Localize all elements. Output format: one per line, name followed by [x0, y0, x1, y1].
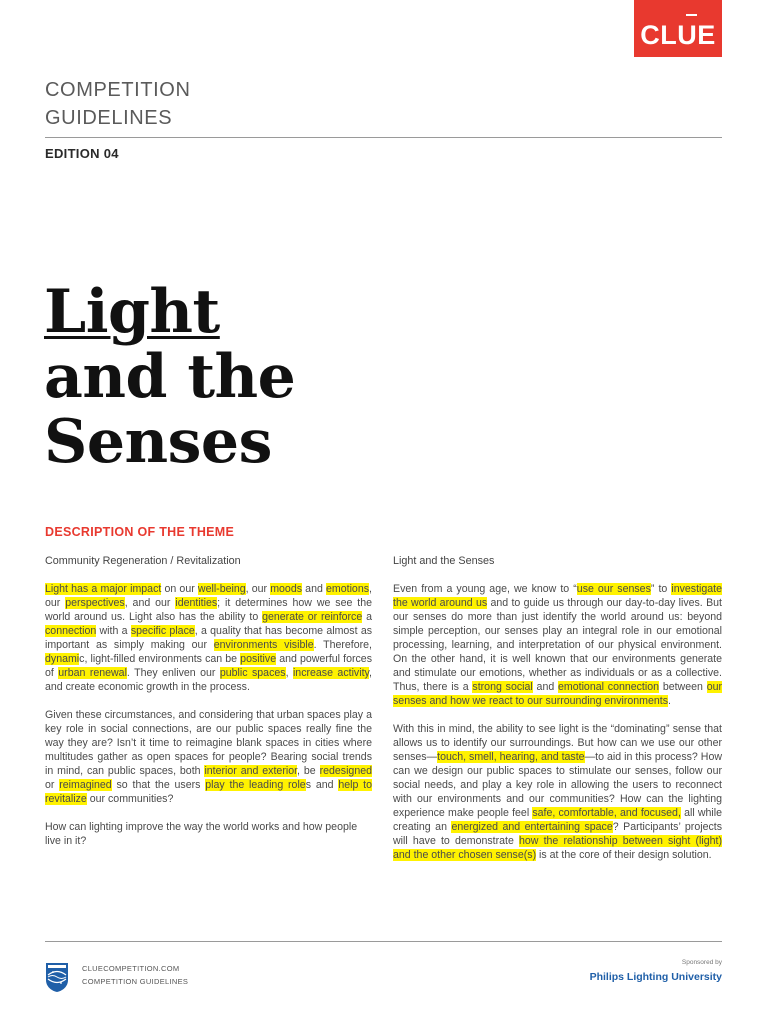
body-text: and powerful forces of: [45, 653, 372, 679]
right-paragraph-2: [393, 722, 722, 862]
title-line-3: Senses: [44, 407, 272, 477]
body-text: ? Participants’ projects will have to demonstrate: [393, 821, 723, 847]
body-text: and: [532, 681, 559, 693]
highlighted-text: use our senses: [576, 583, 651, 595]
footer-website: CLUECOMPETITION.COM: [82, 964, 180, 973]
highlighted-text: Light has a major impact: [45, 583, 162, 595]
highlighted-text: redesigned: [319, 765, 372, 777]
body-text: all while creating an: [393, 807, 722, 833]
section-heading: DESCRIPTION OF THE THEME: [45, 525, 235, 539]
body-text: ; it determines how we see the world around us. Light also has the ability to: [45, 597, 372, 623]
highlighted-text: dynami: [45, 653, 80, 665]
body-text: and to guide us through our day-to-day lives. But our senses do more than just identify the world around us: beyond simple perception, our senses play an integral role in our emotional processing, learning, and interpretation of our physical environment. On the other hand, it is well known that our environments generate and stimulate our emotions, whether as individuals or as a collective. Thus, there is a: [393, 597, 722, 693]
left-paragraph-1: [45, 582, 372, 694]
highlighted-text: touch, smell, hearing, and taste: [437, 751, 585, 763]
highlighted-text: our senses and how we react to our surrounding environments: [393, 681, 722, 707]
highlighted-text: help to revitalize: [45, 779, 372, 805]
footer-info: [82, 962, 188, 988]
header-divider: [45, 137, 722, 138]
highlighted-text: urban renewal: [58, 667, 127, 679]
highlighted-text: specific place: [130, 625, 195, 637]
body-text: , be: [297, 765, 320, 777]
body-text: a: [362, 611, 372, 623]
sponsor-block: [590, 959, 722, 983]
body-text: , a quality that has become almost as important as simply making our: [45, 625, 373, 651]
body-text: . Therefore,: [313, 639, 373, 651]
highlighted-text: play the leading role: [205, 779, 306, 791]
right-column: [393, 554, 722, 876]
page-title: [44, 277, 444, 477]
highlighted-text: moods: [270, 583, 303, 595]
left-column: [45, 554, 372, 862]
title-line-1: Light: [44, 277, 220, 347]
highlighted-text: interior and exterior: [204, 765, 298, 777]
body-text: is at the core of their design solution.: [536, 849, 712, 861]
body-text: and: [302, 583, 327, 595]
body-text: s and: [305, 779, 339, 791]
body-text: —to aid in this process? How can we design our public spaces to stimulate our senses, follow our social needs, and play a key role in allowing the users to reconnect with our environments and our communities? How can the lighting experience make people feel: [393, 751, 722, 819]
left-subheading: Community Regeneration / Revitalization: [45, 555, 241, 567]
body-text: , our: [245, 583, 271, 595]
philips-shield-icon: [45, 962, 69, 993]
body-text: ,: [285, 667, 293, 679]
right-paragraph-1: [393, 582, 722, 708]
left-paragraph-2: [45, 708, 372, 806]
body-text: With this in mind, the ability to see light is the “dominating” sense that allows us to identify our surroundings. But how can we use our other senses—: [393, 723, 722, 763]
highlighted-text: identities: [175, 597, 218, 609]
body-text: between: [659, 681, 707, 693]
highlighted-text: emotions: [326, 583, 370, 595]
highlighted-text: reimagined: [59, 779, 112, 791]
highlighted-text: investigate the world around us: [393, 583, 723, 609]
body-text: ” to: [650, 583, 672, 595]
body-text: Even from a young age, we know to “: [393, 583, 577, 595]
edition-label: EDITION 04: [45, 146, 119, 161]
highlighted-text: public spaces: [219, 667, 286, 679]
clue-logo: [634, 0, 722, 57]
document-header: [45, 76, 345, 132]
logo-text: CLUE: [640, 20, 716, 50]
highlighted-text: strong social: [472, 681, 533, 693]
highlighted-text: connection: [45, 625, 97, 637]
title-line-2: and the: [44, 342, 296, 412]
body-text: c, light-filled environments can be: [79, 653, 241, 665]
body-text: How can lighting improve the way the world works and how people live in it?: [45, 821, 358, 847]
highlighted-text: environments visible: [213, 639, 314, 651]
body-text: or: [45, 779, 60, 791]
body-text: , and create economic growth in the process.: [45, 667, 372, 693]
body-text: , and our: [124, 597, 176, 609]
body-text: our communities?: [86, 793, 174, 805]
sponsor-name: Philips Lighting University: [589, 971, 722, 983]
footer-divider: [45, 941, 722, 942]
highlighted-text: energized and entertaining space: [451, 821, 613, 833]
highlighted-text: how the relationship between sight (light) and the other chosen sense(s): [393, 835, 722, 861]
header-title-line1: COMPETITION: [45, 79, 191, 101]
footer-doc-name: COMPETITION GUIDELINES: [82, 977, 189, 986]
body-text: , our: [45, 583, 372, 609]
right-subheading: Light and the Senses: [393, 555, 495, 567]
body-text: .: [668, 695, 671, 707]
highlighted-text: positive: [240, 653, 277, 665]
highlighted-text: generate or reinforce: [262, 611, 363, 623]
left-paragraph-3: [45, 820, 372, 848]
highlighted-text: increase activity: [292, 667, 370, 679]
body-text: so that the users: [111, 779, 206, 791]
body-text: on our: [161, 583, 198, 595]
highlighted-text: perspectives: [65, 597, 125, 609]
body-text: . They enliven our: [126, 667, 220, 679]
body-text: with a: [96, 625, 131, 637]
body-text: Given these circumstances, and considering that urban spaces play a key role in social connections, are our public spaces really fine the way they are? Isn’t it time to reimagine blank spaces in cities where multitudes gather as open spaces for people? Bearing social trends in mind, can public spaces, both: [45, 709, 372, 777]
highlighted-text: well-being: [197, 583, 246, 595]
highlighted-text: emotional connection: [558, 681, 660, 693]
sponsored-by-label: Sponsored by: [681, 959, 722, 966]
logo-macron: [686, 14, 697, 16]
highlighted-text: safe, comfortable, and focused,: [532, 807, 681, 819]
header-title-line2: GUIDELINES: [45, 107, 173, 129]
